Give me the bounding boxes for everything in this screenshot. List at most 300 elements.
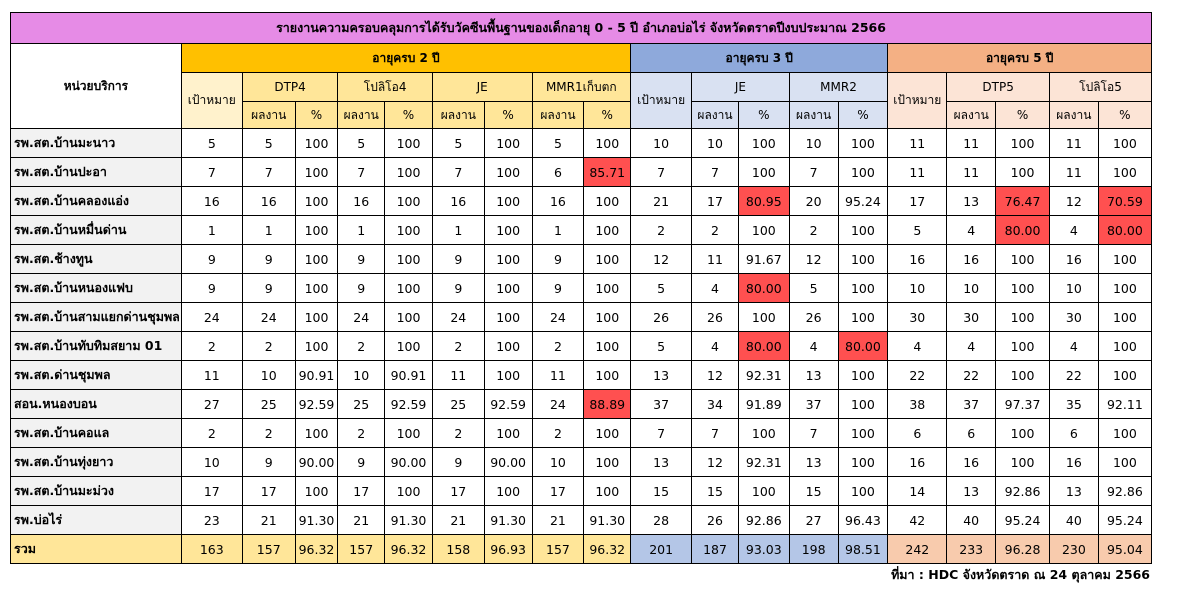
value-cell: 11 <box>532 361 584 390</box>
percent-cell: 100 <box>584 303 631 332</box>
table-row <box>11 448 1152 477</box>
value-cell: 16 <box>1049 448 1098 477</box>
percent-cell: 96.43 <box>838 506 888 535</box>
value-cell: 30 <box>888 303 947 332</box>
percent-cell: 95.04 <box>1098 535 1151 564</box>
value-cell: 157 <box>338 535 385 564</box>
percent-cell: 100 <box>295 158 338 187</box>
dtp4-header: DTP4 <box>242 73 338 102</box>
percent-cell: 90.00 <box>385 448 433 477</box>
unit-name-cell: รพ.สต.บ้านปะอา <box>11 158 182 187</box>
value-cell: 7 <box>181 158 242 187</box>
percent-cell: 95.24 <box>838 187 888 216</box>
value-cell: 2 <box>692 216 739 245</box>
value-cell: 6 <box>947 419 996 448</box>
value-cell: 11 <box>947 129 996 158</box>
value-cell: 9 <box>532 274 584 303</box>
value-cell: 16 <box>432 187 484 216</box>
value-cell: 24 <box>338 303 385 332</box>
percent-cell: 88.89 <box>584 390 631 419</box>
value-cell: 163 <box>181 535 242 564</box>
value-cell: 22 <box>888 361 947 390</box>
percent-cell: 90.91 <box>385 361 433 390</box>
value-cell: 5 <box>631 274 692 303</box>
value-cell: 6 <box>1049 419 1098 448</box>
value-cell: 2 <box>432 419 484 448</box>
percent-cell: 100 <box>295 303 338 332</box>
percent-cell: 100 <box>838 448 888 477</box>
value-cell: 157 <box>532 535 584 564</box>
value-cell: 30 <box>947 303 996 332</box>
je2-header: JE <box>432 73 532 102</box>
percent-cell: 80.00 <box>996 216 1050 245</box>
value-cell: 7 <box>631 419 692 448</box>
percent-cell: 96.32 <box>295 535 338 564</box>
percent-cell: 100 <box>1098 332 1151 361</box>
value-cell: 16 <box>532 187 584 216</box>
source-note: ที่มา : HDC จังหวัดตราด ณ 24 ตุลาคม 2566 <box>891 567 1150 582</box>
percent-cell: 91.30 <box>484 506 532 535</box>
percent-cell: 80.00 <box>1098 216 1151 245</box>
percent-cell: 80.00 <box>838 332 888 361</box>
value-cell: 16 <box>1049 245 1098 274</box>
value-cell: 17 <box>338 477 385 506</box>
percent-cell: 100 <box>996 303 1050 332</box>
value-cell: 9 <box>338 274 385 303</box>
value-cell: 16 <box>242 187 295 216</box>
value-cell: 21 <box>432 506 484 535</box>
percent-cell: 100 <box>996 448 1050 477</box>
percent-cell: 76.47 <box>996 187 1050 216</box>
value-cell: 2 <box>631 216 692 245</box>
value-cell: 24 <box>432 303 484 332</box>
percent-cell: 100 <box>295 245 338 274</box>
percent-header: % <box>838 102 888 129</box>
value-cell: 9 <box>432 448 484 477</box>
value-cell: 10 <box>1049 274 1098 303</box>
value-cell: 11 <box>888 129 947 158</box>
percent-header: % <box>584 102 631 129</box>
value-cell: 9 <box>181 274 242 303</box>
value-cell: 26 <box>692 506 739 535</box>
value-cell: 10 <box>631 129 692 158</box>
unit-name-cell: รพ.สต.บ้านหมื่นด่าน <box>11 216 182 245</box>
je3-header: JE <box>692 73 790 102</box>
value-cell: 24 <box>532 303 584 332</box>
value-cell: 4 <box>692 274 739 303</box>
percent-header: % <box>738 102 789 129</box>
percent-cell: 92.31 <box>738 361 789 390</box>
value-cell: 25 <box>338 390 385 419</box>
value-cell: 14 <box>888 477 947 506</box>
percent-cell: 100 <box>738 216 789 245</box>
value-cell: 9 <box>338 245 385 274</box>
percent-cell: 100 <box>484 216 532 245</box>
percent-cell: 100 <box>385 419 433 448</box>
value-cell: 1 <box>242 216 295 245</box>
value-cell: 10 <box>947 274 996 303</box>
value-cell: 34 <box>692 390 739 419</box>
value-cell: 2 <box>432 332 484 361</box>
percent-cell: 100 <box>1098 274 1151 303</box>
percent-cell: 100 <box>996 332 1050 361</box>
mmr1-header: MMR1เก็บตก <box>532 73 631 102</box>
value-cell: 16 <box>181 187 242 216</box>
value-cell: 9 <box>432 274 484 303</box>
percent-cell: 100 <box>295 477 338 506</box>
percent-cell: 98.51 <box>838 535 888 564</box>
value-cell: 13 <box>631 448 692 477</box>
percent-cell: 100 <box>996 274 1050 303</box>
value-cell: 22 <box>947 361 996 390</box>
value-cell: 4 <box>888 332 947 361</box>
table-row <box>11 477 1152 506</box>
percent-cell: 100 <box>584 419 631 448</box>
value-cell: 5 <box>789 274 838 303</box>
percent-cell: 92.11 <box>1098 390 1151 419</box>
percent-cell: 100 <box>838 419 888 448</box>
percent-cell: 100 <box>385 332 433 361</box>
value-cell: 12 <box>789 245 838 274</box>
value-cell: 11 <box>1049 129 1098 158</box>
result-header: ผลงาน <box>1049 102 1098 129</box>
value-cell: 2 <box>532 419 584 448</box>
percent-cell: 100 <box>584 361 631 390</box>
value-cell: 2 <box>181 419 242 448</box>
value-cell: 25 <box>432 390 484 419</box>
percent-cell: 100 <box>1098 158 1151 187</box>
percent-cell: 100 <box>838 477 888 506</box>
result-header: ผลงาน <box>432 102 484 129</box>
value-cell: 9 <box>532 245 584 274</box>
unit-name-cell: รพ.บ่อไร่ <box>11 506 182 535</box>
value-cell: 10 <box>242 361 295 390</box>
value-cell: 4 <box>947 216 996 245</box>
value-cell: 2 <box>181 332 242 361</box>
table-row <box>11 187 1152 216</box>
value-cell: 6 <box>532 158 584 187</box>
result-header: ผลงาน <box>692 102 739 129</box>
value-cell: 23 <box>181 506 242 535</box>
value-cell: 9 <box>242 448 295 477</box>
value-cell: 2 <box>338 332 385 361</box>
value-cell: 5 <box>181 129 242 158</box>
table-row <box>11 303 1152 332</box>
value-cell: 17 <box>242 477 295 506</box>
value-cell: 24 <box>532 390 584 419</box>
value-cell: 12 <box>692 448 739 477</box>
value-cell: 7 <box>692 158 739 187</box>
percent-header: % <box>295 102 338 129</box>
value-cell: 11 <box>888 158 947 187</box>
percent-cell: 100 <box>996 158 1050 187</box>
value-cell: 158 <box>432 535 484 564</box>
percent-cell: 100 <box>295 419 338 448</box>
value-cell: 5 <box>338 129 385 158</box>
table-row <box>11 216 1152 245</box>
percent-cell: 100 <box>1098 448 1151 477</box>
age2-group-header: อายุครบ 2 ปี <box>181 44 630 73</box>
percent-cell: 100 <box>484 477 532 506</box>
unit-name-cell: รพ.สต.บ้านคอแล <box>11 419 182 448</box>
percent-header: % <box>1098 102 1151 129</box>
value-cell: 10 <box>888 274 947 303</box>
percent-cell: 90.00 <box>295 448 338 477</box>
value-cell: 10 <box>532 448 584 477</box>
percent-header: % <box>385 102 433 129</box>
percent-cell: 100 <box>584 216 631 245</box>
percent-cell: 96.93 <box>484 535 532 564</box>
value-cell: 5 <box>631 332 692 361</box>
table-row <box>11 361 1152 390</box>
percent-cell: 91.30 <box>584 506 631 535</box>
percent-cell: 95.24 <box>1098 506 1151 535</box>
percent-cell: 100 <box>584 477 631 506</box>
value-cell: 37 <box>631 390 692 419</box>
result-header: ผลงาน <box>338 102 385 129</box>
value-cell: 11 <box>432 361 484 390</box>
percent-cell: 92.86 <box>738 506 789 535</box>
percent-cell: 100 <box>385 129 433 158</box>
value-cell: 16 <box>338 187 385 216</box>
percent-header: % <box>996 102 1050 129</box>
percent-cell: 100 <box>484 245 532 274</box>
report-title: รายงานความครอบคลุมการได้รับวัคซีนพื้นฐานของเด็กอายุ 0 - 5 ปี อำเภอบ่อไร่ จังหวัดตราดปีงบประมาณ 2566 <box>11 13 1152 44</box>
value-cell: 7 <box>242 158 295 187</box>
value-cell: 13 <box>789 361 838 390</box>
value-cell: 9 <box>242 245 295 274</box>
percent-cell: 92.31 <box>738 448 789 477</box>
value-cell: 4 <box>1049 332 1098 361</box>
percent-cell: 100 <box>484 332 532 361</box>
total-label: รวม <box>11 535 182 564</box>
unit-name-cell: สอน.หนองบอน <box>11 390 182 419</box>
value-cell: 157 <box>242 535 295 564</box>
percent-cell: 91.30 <box>295 506 338 535</box>
value-cell: 2 <box>789 216 838 245</box>
unit-name-cell: รพ.สต.ช้างทูน <box>11 245 182 274</box>
percent-cell: 96.28 <box>996 535 1050 564</box>
percent-cell: 100 <box>385 216 433 245</box>
value-cell: 17 <box>692 187 739 216</box>
percent-cell: 100 <box>838 158 888 187</box>
percent-cell: 80.95 <box>738 187 789 216</box>
percent-cell: 100 <box>738 477 789 506</box>
value-cell: 17 <box>888 187 947 216</box>
value-cell: 37 <box>789 390 838 419</box>
percent-cell: 92.86 <box>1098 477 1151 506</box>
value-cell: 40 <box>947 506 996 535</box>
result-header: ผลงาน <box>789 102 838 129</box>
percent-cell: 100 <box>584 332 631 361</box>
percent-cell: 100 <box>295 332 338 361</box>
value-cell: 4 <box>1049 216 1098 245</box>
percent-cell: 100 <box>484 361 532 390</box>
value-cell: 230 <box>1049 535 1098 564</box>
value-cell: 201 <box>631 535 692 564</box>
value-cell: 7 <box>338 158 385 187</box>
value-cell: 5 <box>532 129 584 158</box>
percent-cell: 100 <box>584 245 631 274</box>
value-cell: 9 <box>181 245 242 274</box>
table-row <box>11 332 1152 361</box>
value-cell: 21 <box>338 506 385 535</box>
percent-cell: 100 <box>838 303 888 332</box>
value-cell: 7 <box>432 158 484 187</box>
percent-cell: 100 <box>838 245 888 274</box>
value-cell: 15 <box>631 477 692 506</box>
value-cell: 15 <box>692 477 739 506</box>
percent-cell: 91.30 <box>385 506 433 535</box>
percent-cell: 95.24 <box>996 506 1050 535</box>
percent-cell: 100 <box>1098 303 1151 332</box>
percent-cell: 100 <box>1098 129 1151 158</box>
total-row <box>11 535 1152 564</box>
value-cell: 187 <box>692 535 739 564</box>
value-cell: 7 <box>692 419 739 448</box>
value-cell: 13 <box>631 361 692 390</box>
value-cell: 37 <box>947 390 996 419</box>
unit-column-header: หน่วยบริการ <box>11 44 182 129</box>
value-cell: 2 <box>242 332 295 361</box>
value-cell: 17 <box>532 477 584 506</box>
table-row <box>11 274 1152 303</box>
percent-cell: 100 <box>385 245 433 274</box>
percent-cell: 100 <box>484 158 532 187</box>
value-cell: 20 <box>789 187 838 216</box>
value-cell: 15 <box>789 477 838 506</box>
percent-cell: 100 <box>385 158 433 187</box>
value-cell: 5 <box>242 129 295 158</box>
unit-name-cell: รพ.สต.บ้านทับทิมสยาม 01 <box>11 332 182 361</box>
table-row <box>11 390 1152 419</box>
percent-cell: 100 <box>385 477 433 506</box>
value-cell: 242 <box>888 535 947 564</box>
value-cell: 198 <box>789 535 838 564</box>
value-cell: 17 <box>432 477 484 506</box>
opv5-header: โปลิโอ5 <box>1049 73 1151 102</box>
percent-cell: 100 <box>838 390 888 419</box>
percent-cell: 96.32 <box>584 535 631 564</box>
value-cell: 30 <box>1049 303 1098 332</box>
percent-cell: 100 <box>838 274 888 303</box>
value-cell: 16 <box>888 245 947 274</box>
percent-cell: 100 <box>385 187 433 216</box>
value-cell: 2 <box>242 419 295 448</box>
percent-cell: 100 <box>1098 245 1151 274</box>
percent-cell: 80.00 <box>738 274 789 303</box>
age3-group-header: อายุครบ 3 ปี <box>631 44 888 73</box>
unit-name-cell: รพ.สต.บ้านมะม่วง <box>11 477 182 506</box>
age5-group-header: อายุครบ 5 ปี <box>888 44 1152 73</box>
percent-cell: 100 <box>484 419 532 448</box>
percent-cell: 100 <box>385 303 433 332</box>
value-cell: 26 <box>692 303 739 332</box>
value-cell: 13 <box>947 477 996 506</box>
percent-cell: 80.00 <box>738 332 789 361</box>
value-cell: 42 <box>888 506 947 535</box>
table-row <box>11 506 1152 535</box>
value-cell: 1 <box>338 216 385 245</box>
percent-cell: 100 <box>738 419 789 448</box>
percent-cell: 100 <box>584 448 631 477</box>
percent-cell: 100 <box>1098 419 1151 448</box>
value-cell: 16 <box>947 245 996 274</box>
unit-name-cell: รพ.สต.บ้านมะนาว <box>11 129 182 158</box>
percent-cell: 100 <box>996 419 1050 448</box>
percent-cell: 100 <box>295 274 338 303</box>
value-cell: 1 <box>181 216 242 245</box>
unit-name-cell: รพ.สต.บ้านสามแยกด่านชุมพล <box>11 303 182 332</box>
percent-cell: 91.89 <box>738 390 789 419</box>
percent-cell: 100 <box>738 129 789 158</box>
percent-cell: 100 <box>484 303 532 332</box>
value-cell: 10 <box>181 448 242 477</box>
mmr2-header: MMR2 <box>789 73 888 102</box>
percent-cell: 100 <box>385 274 433 303</box>
percent-cell: 100 <box>838 361 888 390</box>
percent-cell: 100 <box>295 216 338 245</box>
percent-cell: 100 <box>838 129 888 158</box>
value-cell: 5 <box>432 129 484 158</box>
unit-name-cell: รพ.สต.บ้านหนองแฟบ <box>11 274 182 303</box>
value-cell: 4 <box>947 332 996 361</box>
value-cell: 38 <box>888 390 947 419</box>
value-cell: 9 <box>432 245 484 274</box>
value-cell: 1 <box>532 216 584 245</box>
value-cell: 27 <box>789 506 838 535</box>
value-cell: 13 <box>947 187 996 216</box>
dtp5-header: DTP5 <box>947 73 1050 102</box>
percent-cell: 92.86 <box>996 477 1050 506</box>
percent-cell: 85.71 <box>584 158 631 187</box>
percent-cell: 100 <box>484 129 532 158</box>
percent-cell: 96.32 <box>385 535 433 564</box>
value-cell: 7 <box>631 158 692 187</box>
result-header: ผลงาน <box>242 102 295 129</box>
percent-cell: 100 <box>996 245 1050 274</box>
coverage-table <box>10 12 1152 564</box>
value-cell: 233 <box>947 535 996 564</box>
percent-cell: 100 <box>484 274 532 303</box>
value-cell: 11 <box>692 245 739 274</box>
percent-cell: 100 <box>838 216 888 245</box>
result-header: ผลงาน <box>947 102 996 129</box>
percent-cell: 91.67 <box>738 245 789 274</box>
percent-cell: 90.91 <box>295 361 338 390</box>
value-cell: 27 <box>181 390 242 419</box>
value-cell: 4 <box>789 332 838 361</box>
age5-target-header: เป้าหมาย <box>888 73 947 129</box>
value-cell: 1 <box>432 216 484 245</box>
value-cell: 11 <box>181 361 242 390</box>
age3-target-header: เป้าหมาย <box>631 73 692 129</box>
value-cell: 13 <box>1049 477 1098 506</box>
value-cell: 10 <box>338 361 385 390</box>
value-cell: 4 <box>692 332 739 361</box>
percent-cell: 97.37 <box>996 390 1050 419</box>
value-cell: 24 <box>242 303 295 332</box>
percent-cell: 92.59 <box>484 390 532 419</box>
opv4-header: โปลิโอ4 <box>338 73 433 102</box>
value-cell: 16 <box>888 448 947 477</box>
age2-target-header: เป้าหมาย <box>181 73 242 129</box>
value-cell: 9 <box>338 448 385 477</box>
percent-cell: 100 <box>584 129 631 158</box>
percent-header: % <box>484 102 532 129</box>
percent-cell: 100 <box>1098 361 1151 390</box>
unit-name-cell: รพ.สต.บ้านคลองแอ่ง <box>11 187 182 216</box>
